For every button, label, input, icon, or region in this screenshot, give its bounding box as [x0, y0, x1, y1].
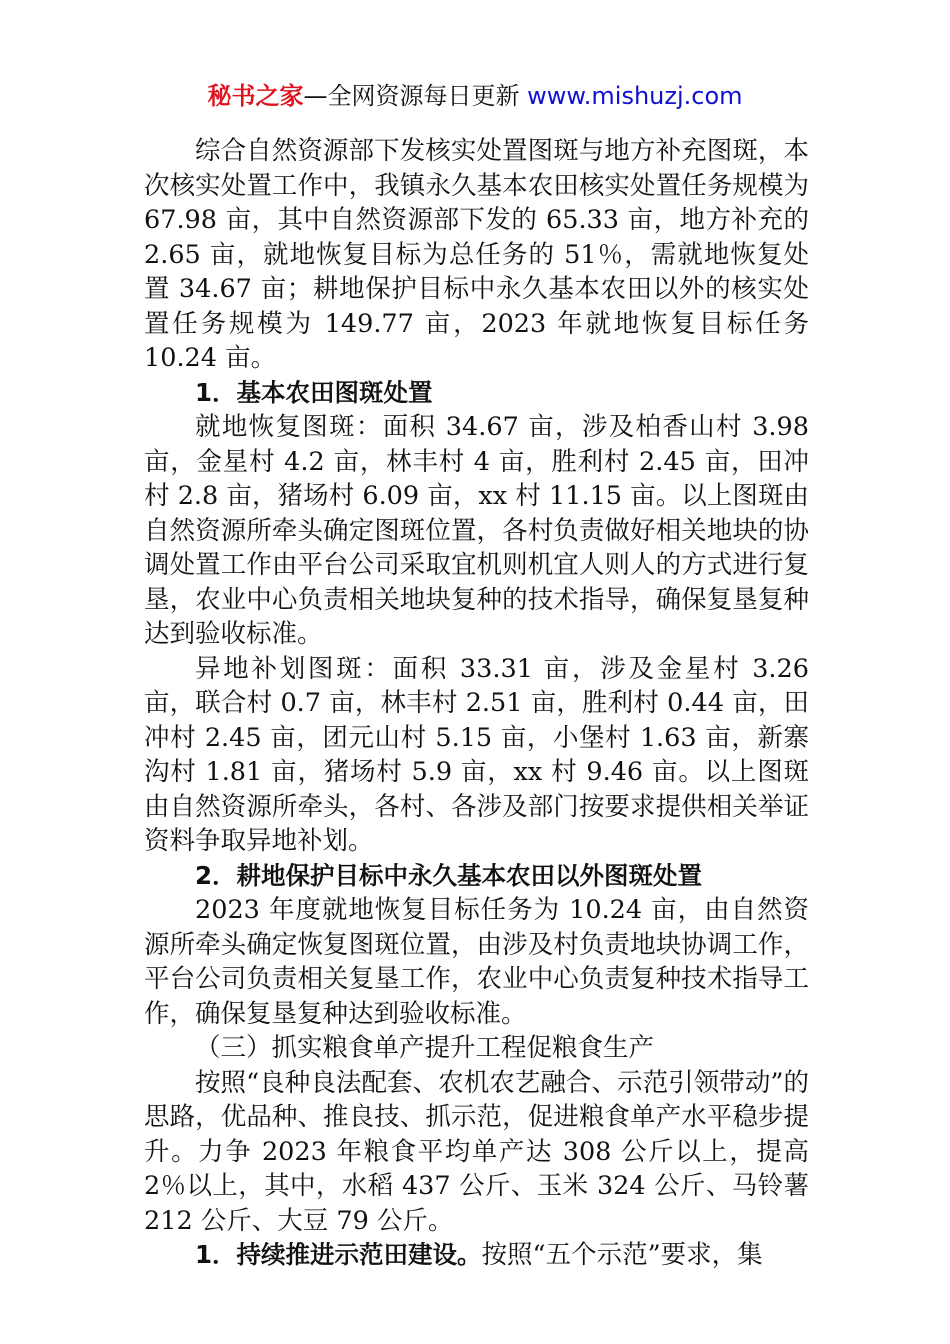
site-tagline: —全网资源每日更新 — [303, 82, 528, 110]
paragraph-2023-target: 2023 年度就地恢复目标任务为 10.24 亩，由自然资源所牵头确定恢复图斑位置，由涉及村负责地块协调工作，平台公司负责相关复垦工作，农业中心负责复种技术指导工作，确保复垦复种达到验收标准。 — [144, 895, 809, 1029]
section-heading-grain-yield: （三）抓实粮食单产提升工程促粮食生产 — [195, 1033, 655, 1063]
site-url[interactable]: www.mishuzj.com — [527, 82, 743, 110]
site-brand: 秘书之家 — [207, 82, 304, 110]
demo-fields-lead: 1．持续推进示范田建设。 — [195, 1240, 482, 1269]
demo-fields-text: 按照“五个示范”要求，集 — [481, 1240, 763, 1270]
document-body — [144, 134, 809, 1273]
paragraph-demo-fields — [144, 1238, 809, 1273]
site-header — [0, 79, 950, 113]
heading-non-basic-farmland: 2．耕地保护目标中永久基本农田以外图斑处置 — [195, 860, 703, 890]
heading-basic-farmland: 1．基本农田图斑处置 — [195, 377, 433, 407]
paragraph-task-scale: 综合自然资源部下发核实处置图斑与地方补充图斑，本次核实处置工作中，我镇永久基本农田核实处置任务规模为 67.98 亩，其中自然资源部下发的 65.33 亩，地方补充的 2.65 亩，就地恢复目标为总任务的 51％，需就地恢复处置 34.67 亩；耕地保护目标中永久基本农田以外的核实处置任务规模为 149.77 亩，2023 年就地恢复目标任务 10.24 亩。 — [144, 136, 809, 373]
paragraph-yield-goals: 按照“良种良法配套、农机农艺融合、示范引领带动”的思路，优品种、推良技、抓示范，促进粮食单产水平稳步提升。力争 2023 年粮食平均单产达 308 公斤以上，提高 2％以上，其中，水稻 437 公斤、玉米 324 公斤、马铃薯 212 公斤、大豆 79 公斤。 — [144, 1067, 809, 1236]
paragraph-local-restore: 就地恢复图斑：面积 34.67 亩，涉及柏香山村 3.98 亩，金星村 4.2 亩，林丰村 4 亩，胜利村 2.45 亩，田冲村 2.8 亩，猪场村 6.09 亩，xx 村 11.15 亩。以上图斑由自然资源所牵头确定图斑位置，各村负责做好相关地块的协调处置工作由平台公司采取宜机则机宜人则人的方式进行复垦，农业中心负责相关地块复种的技术指导，确保复垦复种达到验收标准。 — [144, 412, 809, 649]
paragraph-offsite-supplement: 异地补划图斑：面积 33.31 亩，涉及金星村 3.26 亩，联合村 0.7 亩，林丰村 2.51 亩，胜利村 0.44 亩，田冲村 2.45 亩，团元山村 5.15 亩，小堡村 1.63 亩，新寨沟村 1.81 亩，猪场村 5.9 亩，xx 村 9.46 亩。以上图斑由自然资源所牵头，各村、各涉及部门按要求提供相关举证资料争取异地补划。 — [144, 653, 809, 856]
